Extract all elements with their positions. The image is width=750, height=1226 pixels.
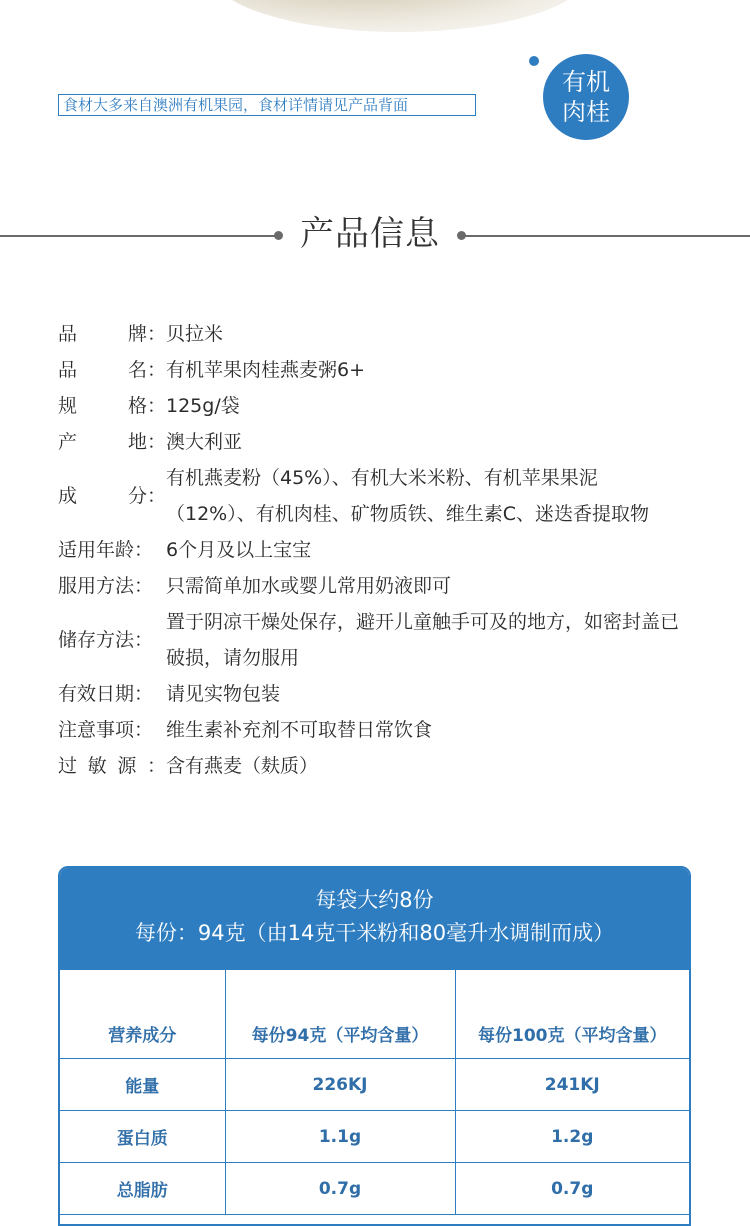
info-value: 澳大利亚: [166, 431, 243, 453]
info-value: 置于阴凉干燥处保存，避开儿童触手可及的地方，如密封盖已破损，请勿服用: [166, 611, 680, 669]
info-row: [58, 568, 698, 604]
info-label-part: 注意事项：: [58, 719, 154, 741]
table-cell: 1.1g: [225, 1111, 455, 1163]
info-label-part: 格：: [127, 395, 166, 417]
info-row: [58, 316, 698, 352]
info-label-part: 有效日期：: [58, 683, 154, 705]
info-label-part: 规: [58, 395, 78, 417]
info-value: 贝拉米: [166, 323, 224, 345]
table-row: [60, 1163, 689, 1215]
column-header: 营养成分: [60, 970, 225, 1059]
info-label: [58, 424, 166, 460]
info-value: 只需简单加水或婴儿常用奶液即可: [166, 575, 452, 597]
table-cell: 蛋白质: [60, 1111, 225, 1163]
info-row: [58, 676, 698, 712]
table-cell: 总脂肪: [60, 1163, 225, 1215]
table-header-row: [60, 970, 689, 1059]
table-cell: 0.7g: [225, 1163, 455, 1215]
info-label-part: 品: [58, 359, 78, 381]
table-row: [60, 1059, 689, 1111]
info-row: [58, 460, 698, 532]
info-label-part: 地：: [127, 431, 166, 453]
info-label-part: 服用方法：: [58, 575, 154, 597]
info-row: [58, 424, 698, 460]
info-value: 有机苹果肉桂燕麦粥6+: [166, 359, 366, 381]
info-value: 含有燕麦（麸质）: [166, 755, 319, 777]
info-label-part: 牌：: [127, 323, 166, 345]
section-title: 产品信息: [300, 214, 440, 254]
info-label-part: 品: [58, 323, 78, 345]
info-row: [58, 532, 698, 568]
nutrition-table-header: [60, 868, 689, 970]
info-label: [58, 748, 166, 784]
section-dot-left: [274, 231, 283, 240]
info-label-part: 敏: [87, 755, 107, 777]
info-label: [58, 532, 166, 568]
serving-size: 每份：94克（由14克干米粉和80毫升水调制而成）: [134, 921, 615, 945]
info-row: [58, 388, 698, 424]
info-label-part: 产: [58, 431, 78, 453]
section-divider-left: [0, 235, 276, 237]
info-value: 有机燕麦粉（45%）、有机大米米粉、有机苹果果泥（12%）、有机肉桂、矿物质铁、维生素C、迷迭香提取物: [166, 467, 649, 525]
info-label: [58, 352, 166, 388]
info-label: [58, 316, 166, 352]
servings-per-pack: 每袋大约8份: [315, 888, 434, 912]
info-row: [58, 712, 698, 748]
table-cell: 1.2g: [455, 1111, 689, 1163]
info-label-part: 过: [58, 755, 78, 777]
info-value: 请见实物包装: [166, 683, 281, 705]
info-row: [58, 604, 698, 676]
info-label-part: 源: [117, 755, 137, 777]
info-row: [58, 748, 698, 784]
info-label-part: 适用年龄：: [58, 539, 154, 561]
table-cell: 能量: [60, 1059, 225, 1111]
section-divider-right: [462, 235, 750, 237]
info-value: 125g/袋: [166, 395, 240, 417]
product-image-bowl: [210, 0, 590, 32]
origin-note: 食材大多来自澳洲有机果园，食材详情请见产品背面: [58, 94, 476, 116]
info-label: [58, 460, 166, 532]
table-cell: 241KJ: [455, 1059, 689, 1111]
info-label: [58, 604, 166, 676]
info-label: [58, 712, 166, 748]
nutrition-table: [60, 970, 689, 1215]
info-label: [58, 388, 166, 424]
info-label-part: 名：: [127, 359, 166, 381]
table-cell: 226KJ: [225, 1059, 455, 1111]
table-row: [60, 1111, 689, 1163]
column-header: 每份94克（平均含量）: [225, 970, 455, 1059]
info-label: [58, 676, 166, 712]
table-cell: 0.7g: [455, 1163, 689, 1215]
badge-dot: [529, 56, 539, 66]
nutrition-table-panel: [58, 866, 691, 1226]
info-value: 6个月及以上宝宝: [166, 539, 312, 561]
organic-cinnamon-badge: [543, 54, 629, 140]
badge-line-1: 有机: [562, 68, 610, 96]
column-header: 每份100克（平均含量）: [455, 970, 689, 1059]
info-row: [58, 352, 698, 388]
badge-line-2: 肉桂: [562, 98, 610, 126]
info-label-part: 分：: [127, 485, 166, 507]
product-info-list: [58, 316, 698, 784]
info-label: [58, 568, 166, 604]
info-value: 维生素补充剂不可取替日常饮食: [166, 719, 433, 741]
info-label-part: 成: [58, 485, 78, 507]
info-label-part: ：: [146, 755, 166, 777]
info-label-part: 储存方法：: [58, 629, 154, 651]
